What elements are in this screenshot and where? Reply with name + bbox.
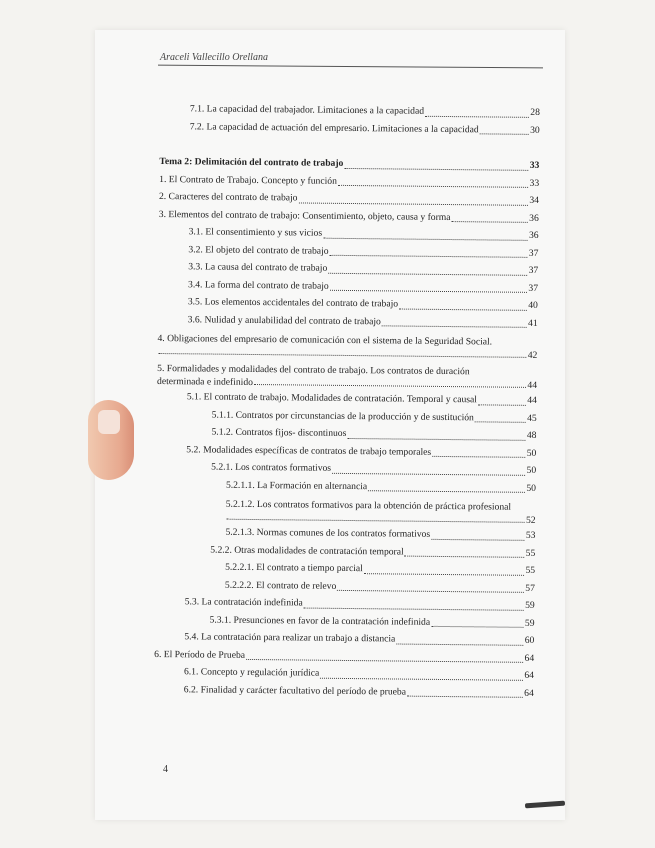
toc-page-number: 45: [527, 412, 537, 424]
toc-page-number: 59: [524, 617, 535, 629]
toc-page-number: 37: [528, 264, 539, 276]
toc-page-number: 41: [528, 317, 538, 329]
toc-page-number: 53: [525, 529, 536, 541]
toc-page-number: 50: [526, 464, 537, 476]
toc-leader-dots: [227, 519, 525, 523]
toc-entry-label: 6.1. Concepto y regulación jurídica: [183, 666, 320, 679]
toc-leader-dots: [405, 556, 525, 558]
toc-entry-label: 6. El Período de Prueba: [154, 648, 246, 661]
toc-entry-label: 3. Elementos del contrato de trabajo: Consentimiento, objeto, causa y forma: [158, 208, 451, 223]
toc-page-number: 44: [527, 394, 537, 406]
toc-page-number: 44: [527, 379, 538, 391]
toc-leader-dots: [382, 325, 527, 328]
toc-entry-label: 5.4. La contratación para realizar un trabajo a distancia: [184, 631, 396, 645]
toc-entry-label: 4. Obligaciones del empresario de comunicación con el sistema de la Seguridad Social.: [157, 332, 493, 348]
toc-page-number: 64: [524, 652, 535, 664]
toc-page-number: 55: [525, 564, 536, 576]
toc-page-number: 34: [529, 194, 540, 206]
thumb-finger: [88, 400, 134, 480]
toc-page-number: 36: [529, 212, 539, 224]
toc-entry-label: 3.5. Los elementos accidentales del contrato de trabajo: [187, 296, 399, 310]
toc-leader-dots: [323, 237, 528, 240]
toc-entry-label: 5.2.2.2. El contrato de relevo: [224, 579, 337, 592]
toc-entry-label: 3.2. El objeto del contrato de trabajo: [188, 243, 329, 257]
toc-entry-label: 5.2.1.2. Los contratos formativos para la obtención de práctica profesional: [225, 498, 512, 513]
toc-page-number: 57: [525, 582, 535, 594]
toc-page-number: 48: [526, 429, 537, 441]
toc-leader-dots: [330, 290, 528, 293]
toc-leader-dots: [431, 626, 524, 628]
toc-page-number: 52: [525, 514, 536, 526]
toc-leader-dots: [478, 404, 526, 406]
toc-page-number: 36: [528, 229, 539, 241]
toc-page-number: 50: [526, 447, 537, 459]
toc-page-number: 55: [525, 547, 536, 559]
toc-leader-dots: [344, 167, 528, 170]
running-header: Araceli Vallecillo Orellana: [160, 52, 268, 63]
toc-page-number: 59: [525, 599, 535, 611]
toc-entry: [157, 358, 537, 392]
toc-page-number: 33: [529, 177, 540, 189]
toc-entry-label: 5.2. Modalidades específicas de contratos de trabajo temporales: [186, 443, 432, 458]
toc-entry-label: 3.3. La causa del contrato de trabajo: [188, 261, 328, 274]
toc-leader-dots: [320, 677, 523, 680]
toc-entry-label: Tema 2: Delimitación del contrato de trabajo: [159, 155, 344, 169]
toc-leader-dots: [337, 590, 524, 593]
toc-leader-dots: [407, 696, 523, 698]
toc-entry-label: 3.1. El consentimiento y sus vicios: [188, 226, 323, 239]
toc-leader-dots: [338, 185, 529, 188]
toc-page-number: 37: [528, 247, 539, 259]
toc-leader-dots: [425, 115, 529, 117]
toc-leader-dots: [347, 437, 526, 440]
toc-page-number: 37: [528, 282, 539, 294]
toc-entry-label: 5. Formalidades y modalidades del contrato de trabajo. Los contratos de duración: [157, 362, 470, 378]
toc-leader-dots: [158, 353, 526, 358]
toc-page-number: 60: [524, 634, 535, 646]
toc-entry-label: 2. Caracteres del contrato de trabajo: [158, 190, 298, 204]
toc-leader-dots: [298, 202, 528, 205]
toc-entry-label: 3.6. Nulidad y anulabilidad del contrato de trabajo: [187, 313, 381, 327]
toc-leader-dots: [475, 421, 526, 423]
toc-leader-dots: [480, 133, 529, 135]
toc-entry: [156, 493, 536, 527]
toc-entry: [157, 328, 537, 362]
table-of-contents: [154, 100, 540, 702]
toc-leader-dots: [328, 272, 527, 275]
toc-entry-label: 5.2.1. Los contratos formativos: [211, 461, 332, 474]
toc-leader-dots: [399, 308, 527, 310]
toc-page-number: 28: [530, 106, 540, 118]
toc-leader-dots: [368, 490, 525, 493]
toc-entry-label: 5.1.1. Contratos por circunstancias de la producción y de sustitución: [211, 409, 474, 423]
toc-leader-dots: [332, 472, 525, 475]
toc-entry: [160, 117, 540, 138]
toc-leader-dots: [396, 643, 523, 645]
toc-page-number: 42: [527, 349, 538, 361]
toc-entry-label: 5.2.2.1. El contrato a tiempo parcial: [225, 561, 363, 575]
toc-entry-label: 5.1.2. Contratos fijos- discontinuos: [211, 426, 347, 439]
toc-entry-label: 1. El Contrato de Trabajo. Concepto y función: [159, 173, 337, 187]
toc-leader-dots: [330, 255, 528, 258]
toc-leader-dots: [304, 607, 524, 610]
toc-page-number: 50: [526, 482, 537, 494]
toc-entry-label: 5.1. El contrato de trabajo. Modalidades de contratación. Temporal y causal: [186, 391, 477, 406]
toc-page-number: 33: [529, 159, 540, 171]
toc-leader-dots: [364, 573, 525, 576]
toc-leader-dots: [246, 659, 524, 663]
toc-page-number: 64: [524, 669, 535, 681]
toc-leader-dots: [451, 221, 528, 223]
page-number: 4: [163, 764, 168, 775]
toc-entry-label: 7.2. La capacidad de actuación del empresario. Limitaciones a la capacidad: [189, 120, 479, 135]
toc-entry-label: 5.2.1.1. La Formación en alternancia: [225, 479, 368, 492]
toc-page-number: 40: [528, 299, 538, 311]
toc-entry-label: 3.4. La forma del contrato de trabajo: [188, 278, 329, 292]
toc-entry-label: 5.2.2. Otras modalidades de contratación temporal: [210, 544, 404, 558]
toc-entry-label: 7.1. La capacidad del trabajador. Limitaciones a la capacidad: [189, 103, 425, 117]
toc-leader-dots: [432, 456, 526, 458]
toc-entry-label: 6.2. Finalidad y carácter facultativo del período de prueba: [183, 683, 407, 698]
toc-page-number: 30: [530, 124, 540, 136]
toc-entry-label-cont: determinada e indefinido: [156, 375, 254, 388]
toc-page-number: 64: [524, 687, 534, 699]
toc-leader-dots: [431, 538, 525, 540]
toc-entry-label: 5.3. La contratación indefinida: [184, 596, 303, 609]
toc-entry-label: 5.2.1.3. Normas comunes de los contratos formativos: [225, 526, 431, 540]
toc-entry-label: 5.3.1. Presunciones en favor de la contratación indefinida: [209, 614, 431, 628]
toc-leader-dots: [254, 384, 526, 388]
